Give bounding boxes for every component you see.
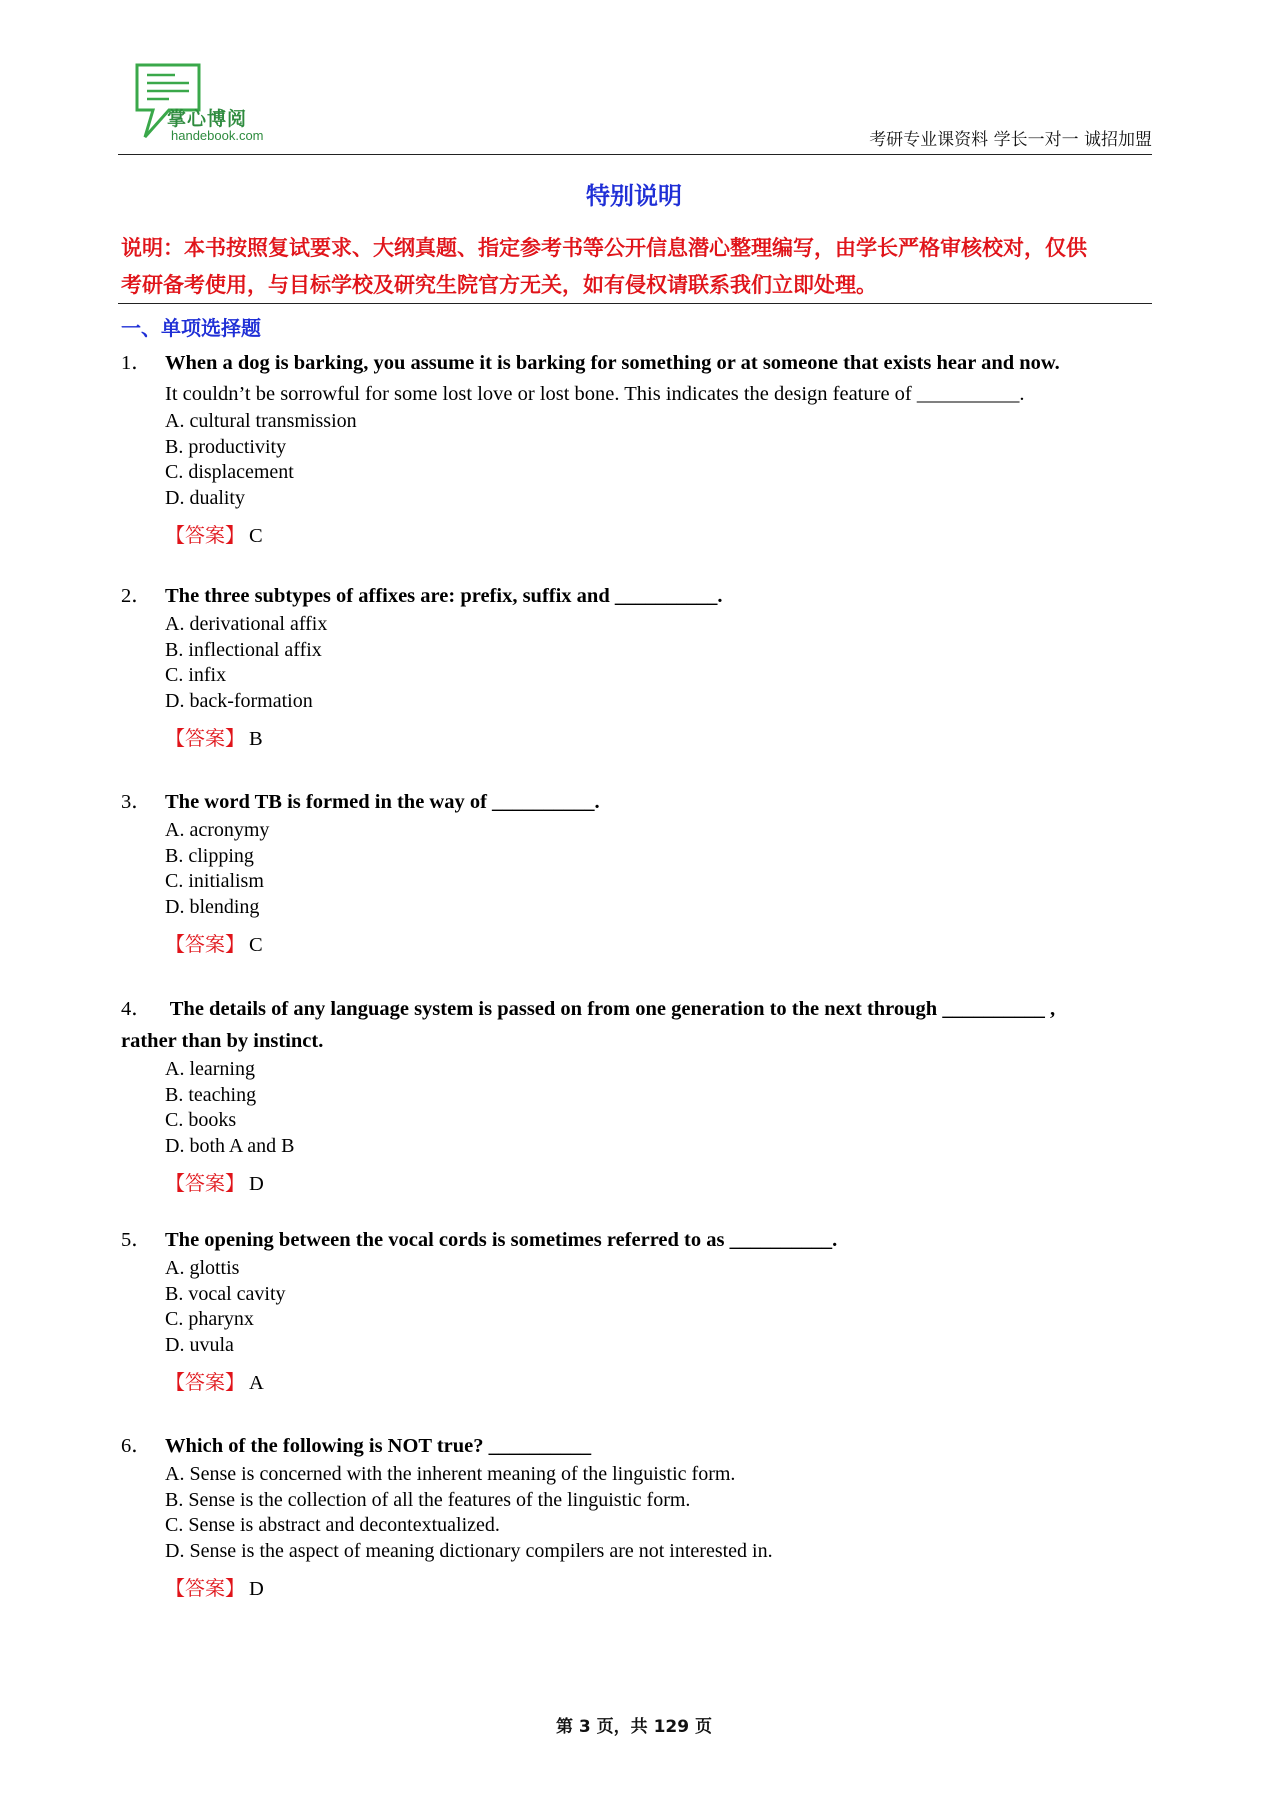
question-4 [121,993,1161,1196]
option-b: B. inflectional affix [165,638,322,661]
option-d: D. Sense is the aspect of meaning dictionary compilers are not interested in. [165,1539,773,1562]
answer-line [121,722,1161,751]
answer-value: C [249,934,263,956]
option-b: B. productivity [165,435,287,458]
option-d: D. uvula [165,1333,234,1356]
disclaimer-notice [121,230,1155,304]
question-text: The details of any language system is passed on from one generation to the next through __________ , [165,998,1056,1020]
logo-chinese-name: 掌心博阅 [167,108,248,130]
section-title: 一、单项选择题 [121,316,261,340]
question-number: 3． [121,791,152,813]
option-d: D. back-formation [165,689,313,712]
option-c: C. displacement [165,461,294,483]
option-c: C. initialism [165,870,264,892]
option-b: B. vocal cavity [165,1282,286,1305]
handebook-logo [133,62,293,148]
answer-label: 【答案】 [165,1576,245,1600]
question-text: When a dog is barking, you assume it is barking for something or at someone that exists hear and now. [165,352,1060,374]
special-notice-title: 特别说明 [586,182,682,210]
options-list [121,1256,1161,1358]
options-list [121,1057,1161,1159]
question-number: 6． [121,1435,152,1457]
options-list [121,818,1161,920]
answer-label: 【答案】 [165,523,245,547]
option-c: C. infix [165,664,227,686]
question-stem [121,786,1161,818]
option-a: A. cultural transmission [165,410,357,432]
options-list [121,612,1161,714]
option-d: D. both A and B [165,1134,295,1157]
answer-label: 【答案】 [165,1171,245,1195]
disclaimer-line-1: 说明：本书按照复试要求、大纲真题、指定参考书等公开信息潜心整理编写，由学长严格审核校对，仅供 [121,236,1087,260]
question-1 [121,347,1161,548]
question-5 [121,1224,1161,1395]
option-b: B. teaching [165,1083,257,1106]
option-a: A. acronymy [165,819,270,841]
answer-label: 【答案】 [165,726,245,750]
answer-line [121,928,1161,957]
answer-label: 【答案】 [165,1370,245,1394]
question-stem [121,1430,1161,1462]
option-a: A. Sense is concerned with the inherent meaning of the linguistic form. [165,1463,736,1485]
question-3 [121,786,1161,957]
question-text: The three subtypes of affixes are: prefix, suffix and __________. [165,585,723,607]
answer-value: D [249,1578,264,1600]
option-b: B. Sense is the collection of all the features of the linguistic form. [165,1488,691,1511]
answer-label: 【答案】 [165,932,245,956]
question-text: Which of the following is NOT true? __________ [165,1435,592,1457]
option-a: A. learning [165,1058,255,1080]
option-a: A. glottis [165,1257,240,1279]
answer-value: A [249,1372,264,1394]
option-d: D. duality [165,486,245,509]
question-number: 5． [121,1229,152,1251]
question-stem [121,580,1161,612]
option-b: B. clipping [165,844,254,867]
options-list [121,1462,1161,1564]
question-number: 1． [121,352,152,374]
answer-value: B [249,728,263,750]
answer-line [121,1167,1161,1196]
options-list [121,409,1161,511]
disclaimer-line-2: 考研备考使用，与目标学校及研究生院官方无关，如有侵权请联系我们立即处理。 [121,273,877,297]
question-text: The opening between the vocal cords is sometimes referred to as __________. [165,1229,838,1251]
logo-domain: handebook.com [171,128,264,143]
question-stem [121,993,1161,1025]
header-divider [118,154,1152,155]
answer-line [121,1366,1161,1395]
question-text-continued: rather than by instinct. [121,1030,324,1052]
section-divider [118,303,1152,304]
question-stem [121,347,1161,379]
question-number: 2． [121,585,152,607]
option-a: A. derivational affix [165,613,328,635]
question-2 [121,580,1161,751]
question-stem [121,1224,1161,1256]
question-text: The word TB is formed in the way of __________. [165,791,600,813]
answer-value: C [249,525,263,547]
page-number-footer: 第 3 页，共 129 页 [556,1717,712,1737]
option-c: C. Sense is abstract and decontextualized. [165,1514,500,1536]
answer-line [121,1572,1161,1601]
option-c: C. pharynx [165,1308,254,1330]
answer-value: D [249,1173,264,1195]
question-6 [121,1430,1161,1601]
answer-line [121,519,1161,548]
header-slogan: 考研专业课资料 学长一对一 诚招加盟 [869,130,1152,150]
question-text-continued: It couldn’t be sorrowful for some lost love or lost bone. This indicates the design feature of __________. [165,383,1025,405]
question-number: 4． [121,998,152,1020]
option-c: C. books [165,1109,237,1131]
option-d: D. blending [165,895,260,918]
